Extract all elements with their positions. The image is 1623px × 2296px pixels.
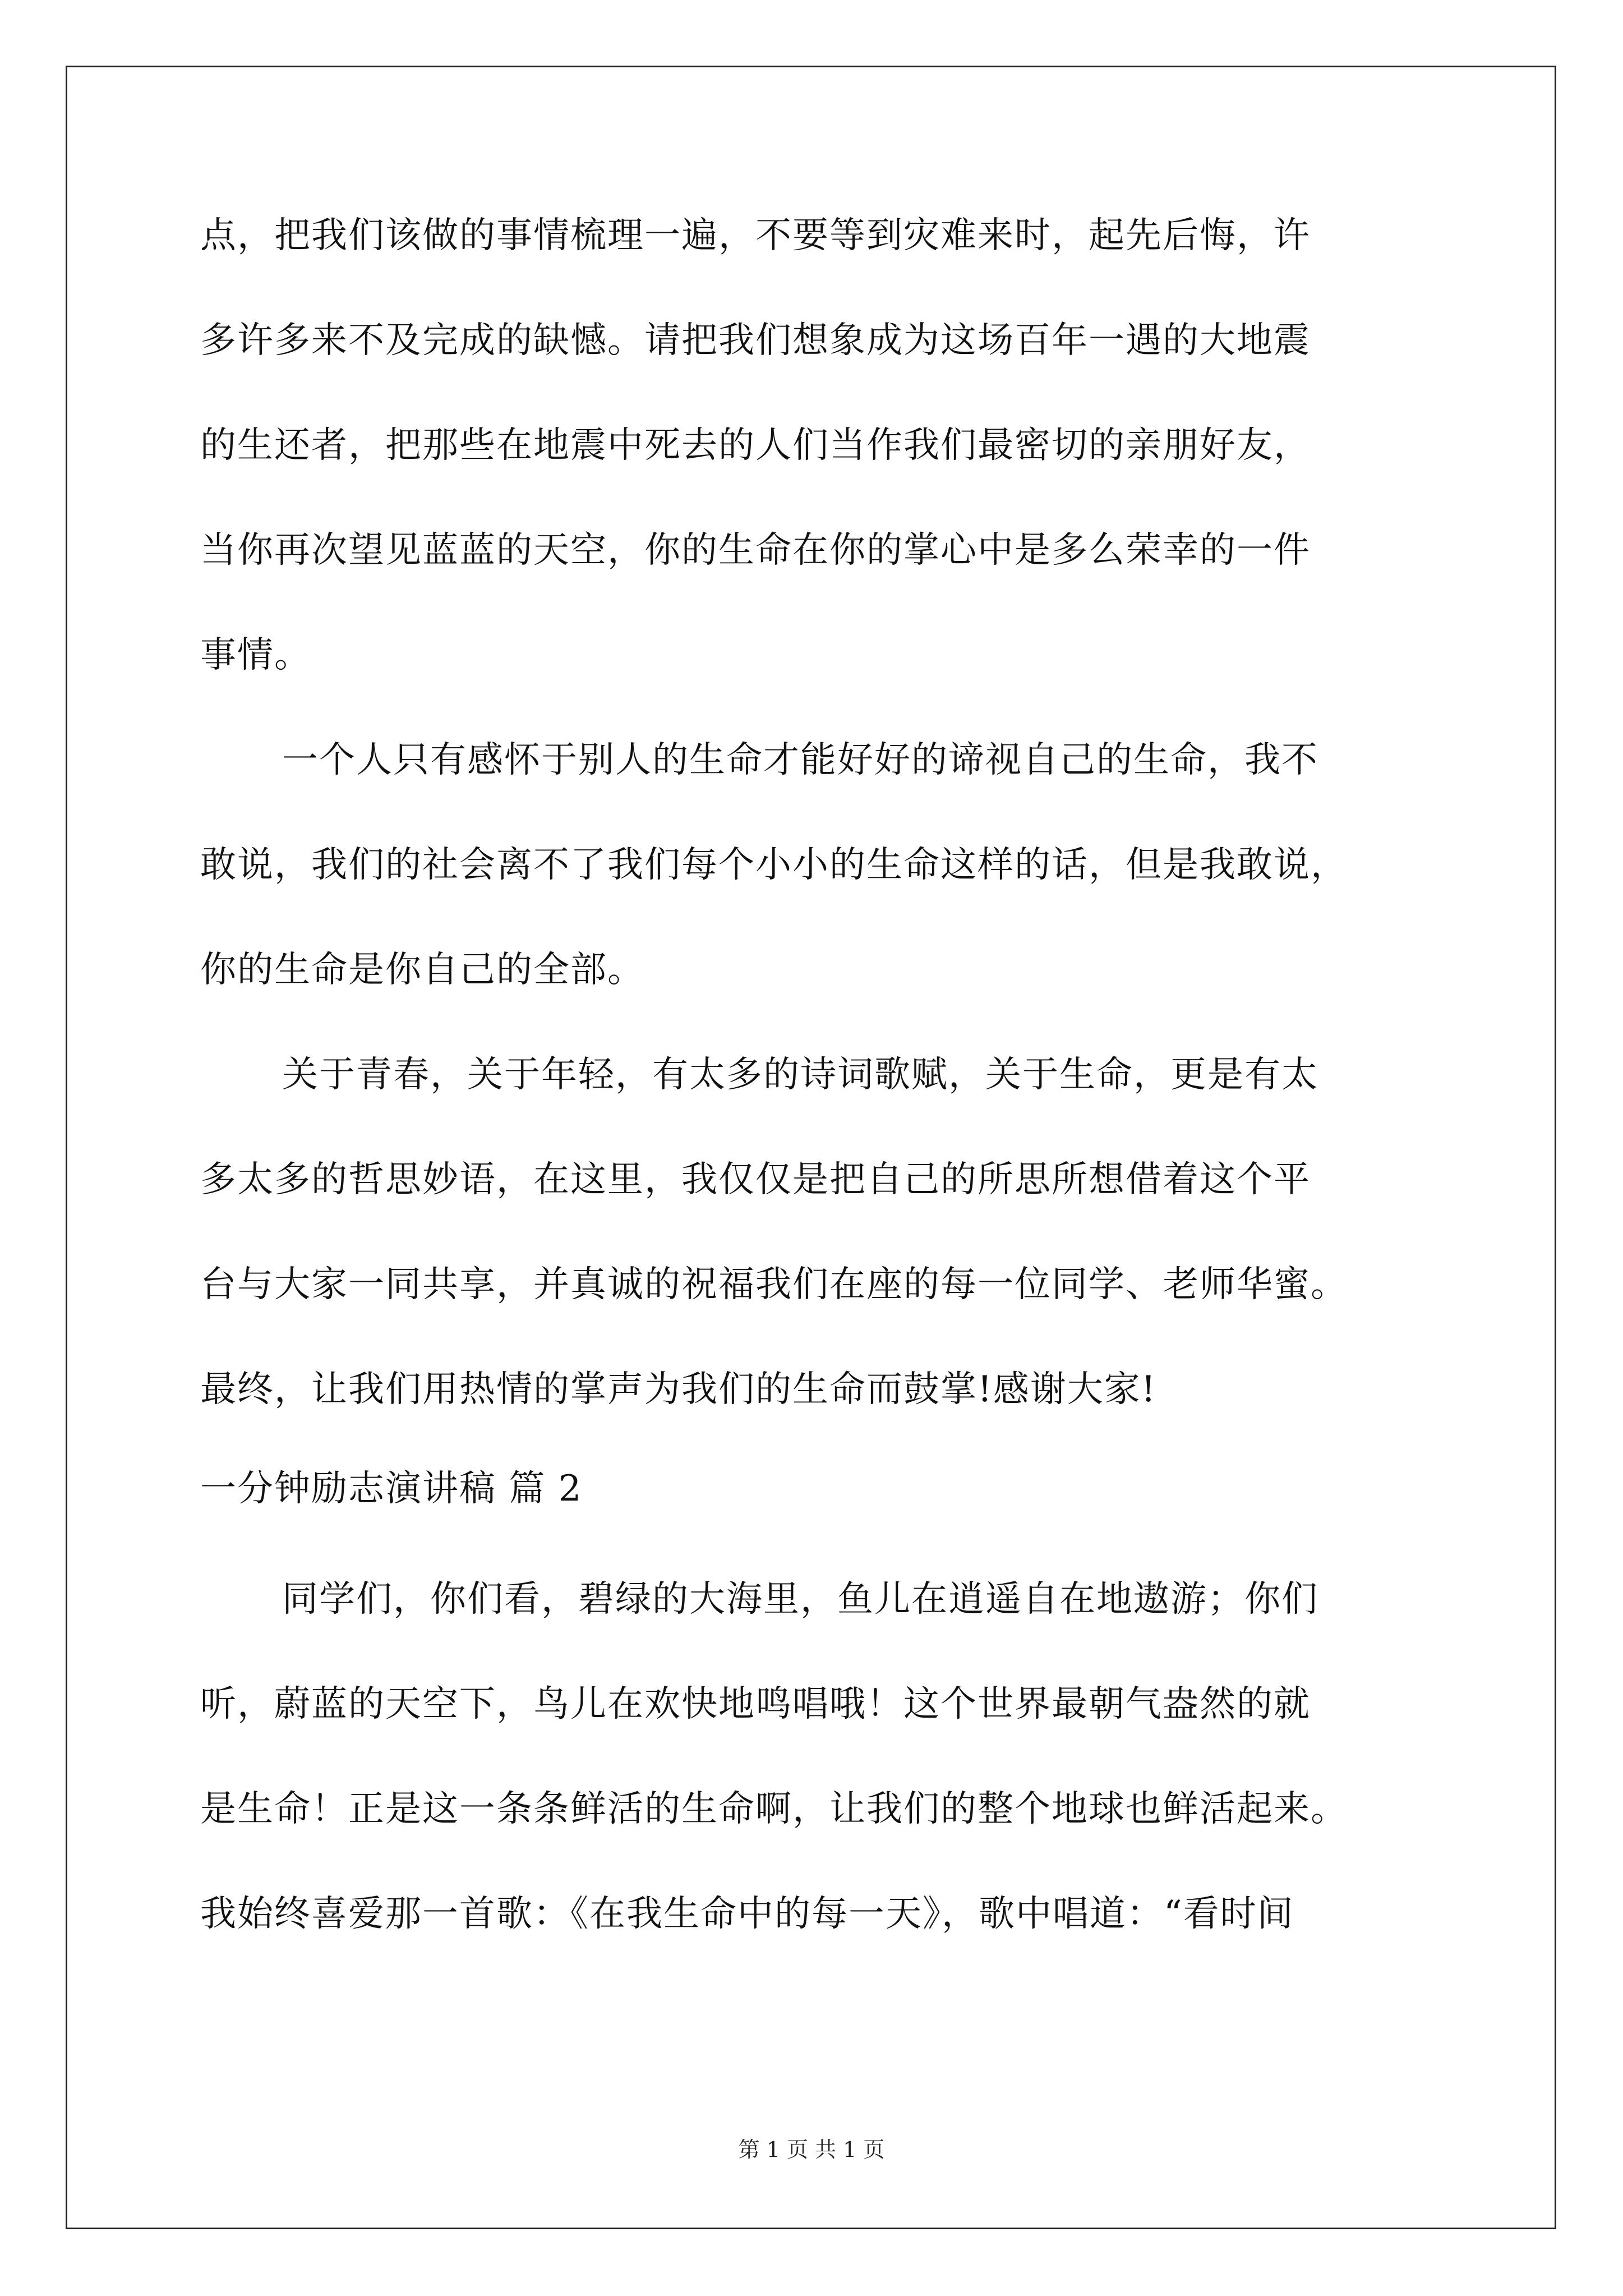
body-line: 多太多的哲思妙语，在这里，我仅仅是把自己的所思所想借着这个平: [200, 1159, 1311, 1200]
body-line: 的生还者，把那些在地震中死去的人们当作我们最密切的亲朋好友，: [200, 425, 1311, 466]
paragraph-start-line: 一个人只有感怀于别人的生命才能好好的谛视自己的生命，我不: [282, 739, 1318, 781]
body-line: 敢说，我们的社会离不了我们每个小小的生命这样的话，但是我敢说，: [200, 844, 1348, 886]
body-line: 我始终喜爱那一首歌：《在我生命中的每一天》，歌中唱道：“看时间: [200, 1893, 1294, 1935]
body-line: 你的生命是你自己的全部。: [200, 949, 644, 991]
body-line: 多许多来不及完成的缺憾。请把我们想象成为这场百年一遇的大地震: [200, 320, 1311, 361]
section-heading: 一分钟励志演讲稿 篇 2: [200, 1468, 583, 1510]
body-line: 听，蔚蓝的天空下，鸟儿在欢快地鸣唱哦！这个世界最朝气盎然的就: [200, 1683, 1311, 1725]
body-line: 当你再次望见蓝蓝的天空，你的生命在你的掌心中是多么荣幸的一件: [200, 530, 1311, 571]
body-line: 最终，让我们用热情的掌声为我们的生命而鼓掌!感谢大家!: [200, 1369, 1157, 1410]
paragraph-start-line: 关于青春，关于年轻，有太多的诗词歌赋，关于生命，更是有太: [282, 1054, 1318, 1096]
body-line: 是生命！正是这一条条鲜活的生命啊，让我们的整个地球也鲜活起来。: [200, 1788, 1348, 1830]
body-line: 台与大家一同共享，并真诚的祝福我们在座的每一位同学、老师华蜜。: [200, 1264, 1348, 1305]
page-footer: 第 1 页 共 1 页: [738, 2137, 885, 2162]
body-line: 点，把我们该做的事情梳理一遍，不要等到灾难来时，起先后悔，许: [200, 215, 1311, 256]
paragraph-start-line: 同学们，你们看，碧绿的大海里，鱼儿在逍遥自在地遨游；你们: [282, 1579, 1318, 1620]
body-line: 事情。: [200, 634, 311, 676]
